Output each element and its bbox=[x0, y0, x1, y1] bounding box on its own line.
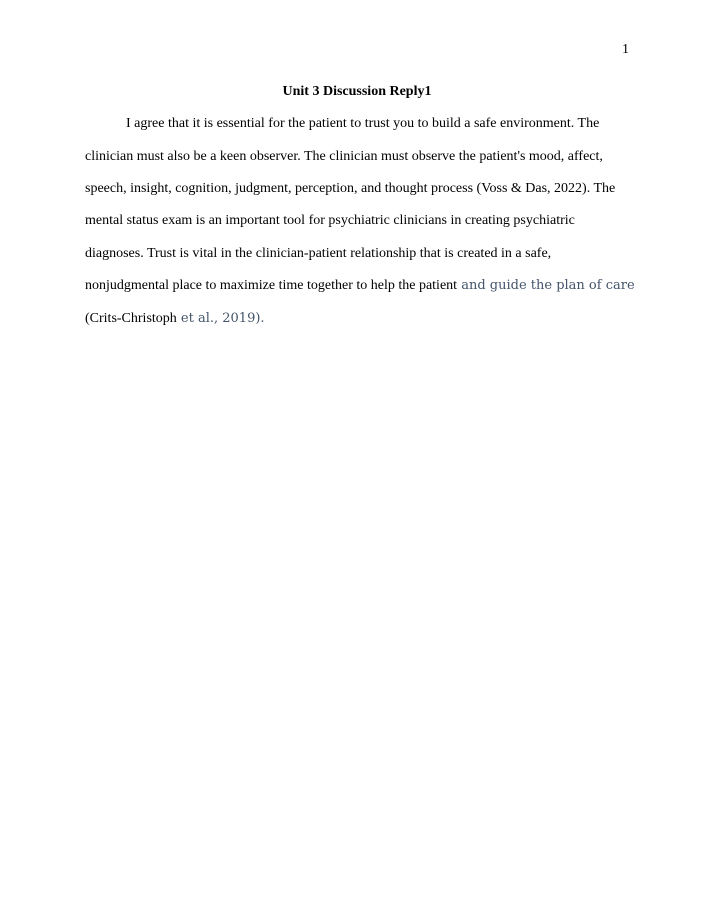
paragraph-line: I agree that it is essential for the patient to trust you to build a safe environment. The bbox=[126, 116, 600, 131]
paragraph-line bbox=[85, 277, 635, 295]
paragraph-line: diagnoses. Trust is vital in the clinician-patient relationship that is created in a safe, bbox=[85, 246, 552, 261]
citation-text: (Crits-Christoph bbox=[85, 311, 177, 326]
paragraph-line: clinician must also be a keen observer. The clinician must observe the patient's mood, affect, bbox=[85, 149, 603, 164]
citation-tracked-text: et al., 2019). bbox=[176, 311, 265, 326]
paragraph-line bbox=[85, 310, 265, 328]
paragraph-line: mental status exam is an important tool for psychiatric clinicians in creating psychiatric bbox=[85, 213, 575, 228]
paragraph-line: speech, insight, cognition, judgment, perception, and thought process (Voss & Das, 2022). The bbox=[85, 181, 616, 196]
page-number: 1 bbox=[622, 42, 629, 57]
tracked-text: and guide the plan of care bbox=[457, 278, 635, 293]
paragraph-text: nonjudgmental place to maximize time together to help the patient bbox=[85, 278, 458, 293]
document-title: Unit 3 Discussion Reply1 bbox=[282, 84, 432, 99]
